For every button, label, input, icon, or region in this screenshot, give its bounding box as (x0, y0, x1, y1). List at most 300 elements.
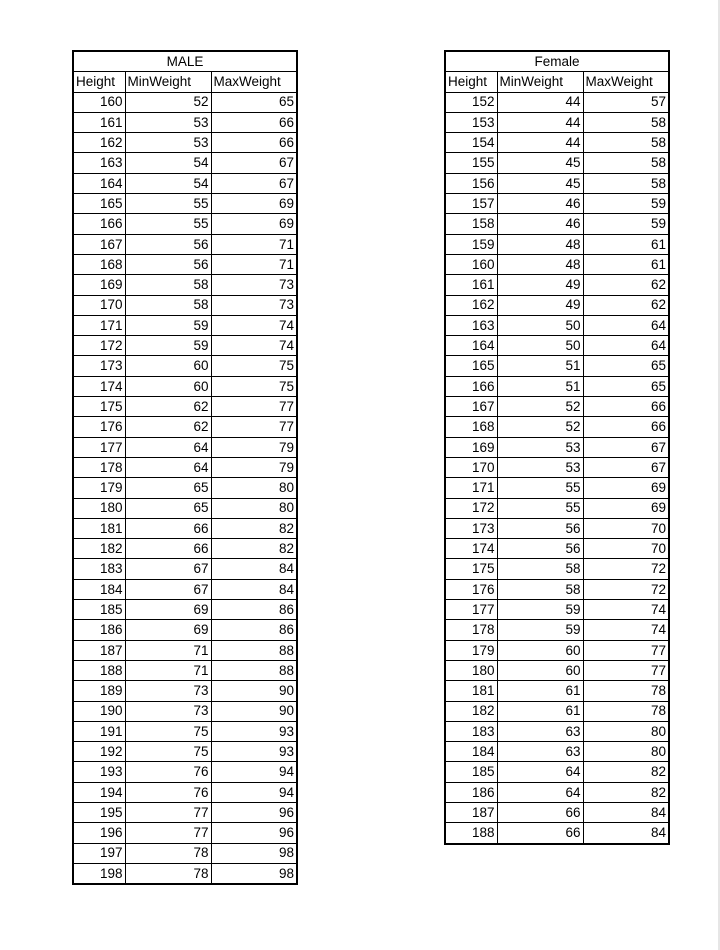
female-table-row (445, 620, 669, 640)
height-cell: 178 (445, 620, 497, 640)
height-cell: 167 (445, 397, 497, 417)
female-table-row (445, 194, 669, 214)
maxweight-cell: 64 (583, 336, 669, 356)
minweight-cell: 58 (125, 275, 211, 295)
maxweight-cell: 82 (211, 518, 297, 538)
female-table-row (445, 295, 669, 315)
minweight-cell: 64 (497, 762, 583, 782)
maxweight-cell: 78 (583, 701, 669, 721)
height-cell: 166 (445, 376, 497, 396)
minweight-cell: 55 (125, 194, 211, 214)
maxweight-cell: 74 (583, 620, 669, 640)
maxweight-cell: 77 (211, 417, 297, 437)
minweight-cell: 55 (497, 478, 583, 498)
female-table-row (445, 782, 669, 802)
male-table-row (73, 112, 297, 132)
height-cell: 181 (445, 681, 497, 701)
female-table-row (445, 234, 669, 254)
maxweight-cell: 82 (583, 782, 669, 802)
minweight-cell: 66 (125, 518, 211, 538)
maxweight-cell: 58 (583, 153, 669, 173)
female-table-row (445, 742, 669, 762)
minweight-cell: 59 (497, 620, 583, 640)
maxweight-cell: 69 (211, 214, 297, 234)
male-table-row (73, 863, 297, 884)
minweight-cell: 77 (125, 802, 211, 822)
maxweight-cell: 74 (583, 600, 669, 620)
maxweight-cell: 88 (211, 660, 297, 680)
minweight-cell: 60 (125, 376, 211, 396)
male-table-row (73, 782, 297, 802)
maxweight-cell: 57 (583, 92, 669, 112)
height-cell: 186 (73, 620, 125, 640)
maxweight-cell: 77 (211, 397, 297, 417)
minweight-cell: 61 (497, 701, 583, 721)
minweight-cell: 67 (125, 559, 211, 579)
male-table-row (73, 234, 297, 254)
male-table-row (73, 356, 297, 376)
minweight-cell: 46 (497, 194, 583, 214)
height-cell: 196 (73, 823, 125, 843)
minweight-cell: 52 (125, 92, 211, 112)
minweight-cell: 58 (497, 579, 583, 599)
minweight-cell: 46 (497, 214, 583, 234)
male-header-row (73, 72, 297, 92)
minweight-cell: 44 (497, 133, 583, 153)
female-table-row (445, 376, 669, 396)
female-table-row (445, 640, 669, 660)
height-cell: 184 (73, 579, 125, 599)
maxweight-cell: 88 (211, 640, 297, 660)
minweight-cell: 62 (125, 417, 211, 437)
height-cell: 197 (73, 843, 125, 863)
female-table-body (445, 92, 669, 843)
minweight-cell: 76 (125, 782, 211, 802)
female-table-row (445, 823, 669, 844)
male-minweight-header: MinWeight (125, 72, 211, 92)
minweight-cell: 52 (497, 417, 583, 437)
maxweight-cell: 86 (211, 600, 297, 620)
minweight-cell: 44 (497, 112, 583, 132)
maxweight-cell: 66 (583, 417, 669, 437)
minweight-cell: 51 (497, 356, 583, 376)
height-cell: 174 (445, 539, 497, 559)
minweight-cell: 58 (125, 295, 211, 315)
minweight-cell: 78 (125, 843, 211, 863)
female-table-row (445, 701, 669, 721)
height-cell: 157 (445, 194, 497, 214)
female-table-row (445, 214, 669, 234)
maxweight-cell: 71 (211, 234, 297, 254)
maxweight-cell: 84 (211, 579, 297, 599)
maxweight-cell: 84 (211, 559, 297, 579)
minweight-cell: 45 (497, 173, 583, 193)
female-table-row (445, 559, 669, 579)
minweight-cell: 53 (497, 457, 583, 477)
maxweight-cell: 73 (211, 295, 297, 315)
height-cell: 172 (73, 336, 125, 356)
minweight-cell: 66 (497, 823, 583, 844)
maxweight-cell: 80 (211, 498, 297, 518)
minweight-cell: 54 (125, 173, 211, 193)
minweight-cell: 56 (125, 254, 211, 274)
female-table-row (445, 478, 669, 498)
maxweight-cell: 82 (211, 539, 297, 559)
female-table-row (445, 336, 669, 356)
male-table-row (73, 802, 297, 822)
maxweight-cell: 90 (211, 701, 297, 721)
maxweight-cell: 74 (211, 315, 297, 335)
female-table-title: Female (445, 51, 669, 72)
maxweight-cell: 67 (211, 153, 297, 173)
maxweight-cell: 67 (583, 457, 669, 477)
height-cell: 170 (73, 295, 125, 315)
height-cell: 177 (445, 600, 497, 620)
height-cell: 188 (445, 823, 497, 844)
maxweight-cell: 75 (211, 376, 297, 396)
height-cell: 179 (445, 640, 497, 660)
height-cell: 194 (73, 782, 125, 802)
minweight-cell: 75 (125, 742, 211, 762)
female-table-row (445, 417, 669, 437)
maxweight-cell: 86 (211, 620, 297, 640)
height-cell: 181 (73, 518, 125, 538)
minweight-cell: 61 (497, 681, 583, 701)
minweight-cell: 48 (497, 254, 583, 274)
female-maxweight-header: MaxWeight (583, 72, 669, 92)
height-cell: 159 (445, 234, 497, 254)
minweight-cell: 60 (497, 660, 583, 680)
minweight-cell: 66 (497, 802, 583, 822)
maxweight-cell: 65 (211, 92, 297, 112)
height-cell: 165 (445, 356, 497, 376)
female-table-row (445, 356, 669, 376)
maxweight-cell: 90 (211, 681, 297, 701)
height-cell: 160 (73, 92, 125, 112)
minweight-cell: 60 (497, 640, 583, 660)
minweight-cell: 63 (497, 721, 583, 741)
female-table-row (445, 498, 669, 518)
maxweight-cell: 84 (583, 802, 669, 822)
height-cell: 171 (445, 478, 497, 498)
minweight-cell: 62 (125, 397, 211, 417)
maxweight-cell: 80 (583, 721, 669, 741)
female-table-row (445, 802, 669, 822)
maxweight-cell: 79 (211, 457, 297, 477)
female-table-row (445, 721, 669, 741)
maxweight-cell: 94 (211, 782, 297, 802)
male-table-row (73, 336, 297, 356)
male-table-row (73, 214, 297, 234)
male-table-row (73, 640, 297, 660)
height-cell: 195 (73, 802, 125, 822)
maxweight-cell: 64 (583, 315, 669, 335)
male-table-row (73, 315, 297, 335)
male-height-header: Height (73, 72, 125, 92)
minweight-cell: 71 (125, 660, 211, 680)
male-table-row (73, 843, 297, 863)
male-table-row (73, 660, 297, 680)
minweight-cell: 58 (497, 559, 583, 579)
height-cell: 172 (445, 498, 497, 518)
male-table-row (73, 681, 297, 701)
height-cell: 174 (73, 376, 125, 396)
height-cell: 176 (445, 579, 497, 599)
female-minweight-header: MinWeight (497, 72, 583, 92)
height-cell: 152 (445, 92, 497, 112)
maxweight-cell: 58 (583, 133, 669, 153)
maxweight-cell: 61 (583, 254, 669, 274)
maxweight-cell: 58 (583, 173, 669, 193)
male-table-row (73, 133, 297, 153)
maxweight-cell: 72 (583, 579, 669, 599)
minweight-cell: 44 (497, 92, 583, 112)
minweight-cell: 69 (125, 620, 211, 640)
height-cell: 163 (73, 153, 125, 173)
maxweight-cell: 80 (211, 478, 297, 498)
height-cell: 186 (445, 782, 497, 802)
female-table-row (445, 173, 669, 193)
maxweight-cell: 77 (583, 660, 669, 680)
minweight-cell: 63 (497, 742, 583, 762)
female-table-row (445, 275, 669, 295)
male-table-row (73, 376, 297, 396)
minweight-cell: 55 (497, 498, 583, 518)
male-table-row (73, 92, 297, 112)
maxweight-cell: 93 (211, 721, 297, 741)
height-cell: 183 (73, 559, 125, 579)
height-cell: 173 (73, 356, 125, 376)
height-cell: 158 (445, 214, 497, 234)
height-cell: 162 (445, 295, 497, 315)
minweight-cell: 53 (125, 112, 211, 132)
minweight-cell: 73 (125, 701, 211, 721)
female-height-header: Height (445, 72, 497, 92)
maxweight-cell: 65 (583, 376, 669, 396)
height-cell: 182 (73, 539, 125, 559)
maxweight-cell: 61 (583, 234, 669, 254)
minweight-cell: 64 (125, 437, 211, 457)
maxweight-cell: 79 (211, 437, 297, 457)
male-table-row (73, 701, 297, 721)
height-cell: 168 (73, 254, 125, 274)
male-table-row (73, 437, 297, 457)
height-cell: 177 (73, 437, 125, 457)
minweight-cell: 53 (125, 133, 211, 153)
height-cell: 180 (73, 498, 125, 518)
minweight-cell: 67 (125, 579, 211, 599)
maxweight-cell: 66 (211, 112, 297, 132)
maxweight-cell: 58 (583, 112, 669, 132)
maxweight-cell: 73 (211, 275, 297, 295)
height-cell: 182 (445, 701, 497, 721)
minweight-cell: 71 (125, 640, 211, 660)
height-cell: 179 (73, 478, 125, 498)
height-cell: 178 (73, 457, 125, 477)
minweight-cell: 56 (497, 518, 583, 538)
maxweight-cell: 67 (211, 173, 297, 193)
maxweight-cell: 84 (583, 823, 669, 844)
height-cell: 188 (73, 660, 125, 680)
minweight-cell: 64 (497, 782, 583, 802)
male-table-row (73, 823, 297, 843)
minweight-cell: 50 (497, 315, 583, 335)
maxweight-cell: 66 (211, 133, 297, 153)
male-table-row (73, 742, 297, 762)
minweight-cell: 75 (125, 721, 211, 741)
height-cell: 175 (445, 559, 497, 579)
height-cell: 164 (73, 173, 125, 193)
height-cell: 153 (445, 112, 497, 132)
minweight-cell: 50 (497, 336, 583, 356)
minweight-cell: 65 (125, 498, 211, 518)
maxweight-cell: 59 (583, 214, 669, 234)
height-cell: 161 (73, 112, 125, 132)
minweight-cell: 78 (125, 863, 211, 884)
maxweight-cell: 69 (583, 498, 669, 518)
female-table-row (445, 397, 669, 417)
female-table-row (445, 254, 669, 274)
male-table-row (73, 275, 297, 295)
height-cell: 171 (73, 315, 125, 335)
height-cell: 190 (73, 701, 125, 721)
maxweight-cell: 72 (583, 559, 669, 579)
male-table-row (73, 417, 297, 437)
maxweight-cell: 62 (583, 275, 669, 295)
minweight-cell: 65 (125, 478, 211, 498)
height-cell: 175 (73, 397, 125, 417)
height-cell: 155 (445, 153, 497, 173)
male-table-row (73, 721, 297, 741)
maxweight-cell: 75 (211, 356, 297, 376)
male-table-row (73, 518, 297, 538)
maxweight-cell: 59 (583, 194, 669, 214)
male-table-row (73, 539, 297, 559)
minweight-cell: 52 (497, 397, 583, 417)
maxweight-cell: 70 (583, 539, 669, 559)
maxweight-cell: 70 (583, 518, 669, 538)
male-table-row (73, 194, 297, 214)
female-table-row (445, 579, 669, 599)
male-table-row (73, 600, 297, 620)
height-cell: 168 (445, 417, 497, 437)
male-table-row (73, 498, 297, 518)
minweight-cell: 64 (125, 457, 211, 477)
maxweight-cell: 69 (211, 194, 297, 214)
minweight-cell: 45 (497, 153, 583, 173)
male-table-row (73, 559, 297, 579)
maxweight-cell: 78 (583, 681, 669, 701)
minweight-cell: 66 (125, 539, 211, 559)
minweight-cell: 59 (497, 600, 583, 620)
male-table-row (73, 153, 297, 173)
minweight-cell: 77 (125, 823, 211, 843)
minweight-cell: 56 (125, 234, 211, 254)
male-table-row (73, 397, 297, 417)
height-cell: 165 (73, 194, 125, 214)
height-cell: 162 (73, 133, 125, 153)
male-maxweight-header: MaxWeight (211, 72, 297, 92)
minweight-cell: 56 (497, 539, 583, 559)
male-title-row (73, 51, 297, 72)
height-cell: 187 (73, 640, 125, 660)
height-cell: 191 (73, 721, 125, 741)
height-cell: 198 (73, 863, 125, 884)
height-cell: 154 (445, 133, 497, 153)
male-table-row (73, 579, 297, 599)
minweight-cell: 60 (125, 356, 211, 376)
minweight-cell: 49 (497, 275, 583, 295)
male-table-row (73, 478, 297, 498)
minweight-cell: 69 (125, 600, 211, 620)
maxweight-cell: 96 (211, 823, 297, 843)
height-cell: 167 (73, 234, 125, 254)
height-cell: 185 (73, 600, 125, 620)
maxweight-cell: 93 (211, 742, 297, 762)
height-cell: 164 (445, 336, 497, 356)
female-table-row (445, 539, 669, 559)
female-table-row (445, 600, 669, 620)
female-table-row (445, 112, 669, 132)
male-table-row (73, 254, 297, 274)
male-table-title: MALE (73, 51, 297, 72)
height-cell: 156 (445, 173, 497, 193)
female-table-row (445, 660, 669, 680)
height-cell: 166 (73, 214, 125, 234)
female-weight-table (444, 50, 670, 845)
height-cell: 180 (445, 660, 497, 680)
female-table-row (445, 437, 669, 457)
maxweight-cell: 66 (583, 397, 669, 417)
maxweight-cell: 96 (211, 802, 297, 822)
minweight-cell: 51 (497, 376, 583, 396)
maxweight-cell: 98 (211, 863, 297, 884)
height-cell: 187 (445, 802, 497, 822)
female-table-row (445, 681, 669, 701)
maxweight-cell: 77 (583, 640, 669, 660)
height-cell: 184 (445, 742, 497, 762)
height-cell: 169 (73, 275, 125, 295)
female-table-row (445, 315, 669, 335)
female-table-row (445, 762, 669, 782)
height-cell: 192 (73, 742, 125, 762)
maxweight-cell: 98 (211, 843, 297, 863)
female-header-row (445, 72, 669, 92)
maxweight-cell: 62 (583, 295, 669, 315)
minweight-cell: 76 (125, 762, 211, 782)
maxweight-cell: 74 (211, 336, 297, 356)
height-cell: 185 (445, 762, 497, 782)
height-cell: 169 (445, 437, 497, 457)
maxweight-cell: 94 (211, 762, 297, 782)
maxweight-cell: 71 (211, 254, 297, 274)
minweight-cell: 55 (125, 214, 211, 234)
height-cell: 189 (73, 681, 125, 701)
female-table-row (445, 153, 669, 173)
minweight-cell: 53 (497, 437, 583, 457)
female-table-row (445, 518, 669, 538)
height-cell: 173 (445, 518, 497, 538)
male-weight-table (72, 50, 298, 885)
male-table-body (73, 92, 297, 884)
male-table-row (73, 173, 297, 193)
female-table-row (445, 457, 669, 477)
female-table-row (445, 92, 669, 112)
maxweight-cell: 82 (583, 762, 669, 782)
male-table-row (73, 620, 297, 640)
height-cell: 163 (445, 315, 497, 335)
minweight-cell: 49 (497, 295, 583, 315)
